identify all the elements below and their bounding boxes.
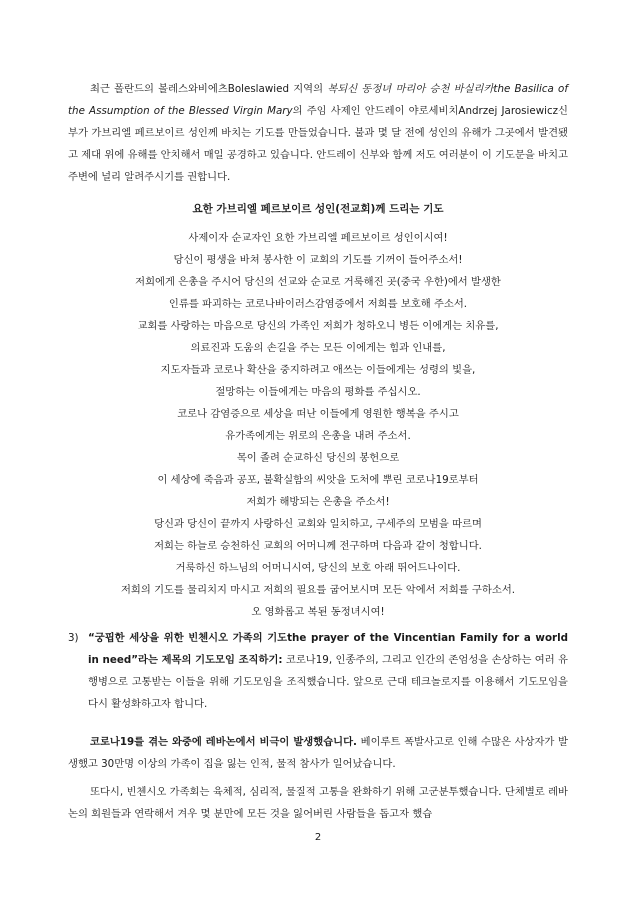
lebanon-paragraph	[68, 731, 568, 775]
prayer-line: 저희의 기도를 물리치지 마시고 저희의 필요를 굽어보시며 모든 악에서 저희를 구하소서.	[120, 584, 516, 596]
prayer-line: 교회를 사랑하는 마음으로 당신의 가족인 저희가 청하오니 병든 이에게는 치유를,	[137, 320, 499, 332]
prayer-line: 의료진과 도움의 손길을 주는 모든 이에게는 힘과 인내를,	[190, 342, 446, 354]
prayer-line: 지도자들과 코로나 확산을 중지하려고 애쓰는 이들에게는 성령의 빛을,	[160, 364, 476, 376]
intro-paragraph	[68, 78, 568, 188]
prayer-line: 코로나 감염증으로 세상을 떠난 이들에게 영원한 행복을 주시고	[177, 408, 459, 420]
prayer-line: 절망하는 이들에게는 마음의 평화를 주십시오.	[215, 386, 421, 398]
prayer-line: 저희가 해방되는 은총을 주소서!	[246, 496, 390, 508]
prayer-line: 인류를 파괴하는 코로나바이러스감염증에서 저희를 보호해 주소서.	[168, 298, 468, 310]
list-item-body	[88, 627, 568, 715]
prayer-line: 거룩하신 하느님의 어머니시여, 당신의 보호 아래 뛰어드나이다.	[175, 562, 461, 574]
list-item-number: 3)	[68, 632, 79, 644]
intro-text-end: 의 주임 사제인 안드레이 야로세비치Andrzej Jarosiewicz신부가 가브리엘 페르보이르 성인께 바치는 기도를 만들었습니다. 불과 몇 달 전에 성인의 유해가 그곳에서 발견됐고 제대 위에 유해를 안치해서 매일 공경하고 있습니다. 안드레이 신부와 함께 저도 여러분이 이 기도문을 바치고 주변에 널리 알려주시기를 권합니다.	[68, 105, 568, 183]
prayer-group-text: 코로나19, 인종주의, 그리고 인간의 존엄성을 손상하는 여러 유행병으로 고통받는 이들을 위해 기도모임을 조직했습니다. 앞으로 근대 테크놀로지를 이용해서 기도모임을 다시 활성화하고자 합니다.	[88, 654, 569, 710]
prayer-text	[60, 227, 576, 623]
prayer-line: 유가족에게는 위로의 은총을 내려 주소서.	[225, 430, 411, 442]
prayer-title: 요한 가브리엘 페르보이르 성인(전교회)께 드리는 기도	[192, 203, 444, 215]
prayer-line: 오 영화롭고 복된 동정녀시여!	[251, 606, 385, 618]
prayer-line: 사제이자 순교자인 요한 가브리엘 페르보이르 성인이시여!	[188, 232, 448, 244]
basilica-name: 복되신 동정녀 마리아 승천 바실리카the Basilica of the Assumption of the Blessed Virgin Mary	[68, 83, 568, 117]
intro-text-start: 최근 폴란드의 볼레스와비에츠Boleslawied 지역의	[90, 83, 328, 95]
prayer-group-heading: “궁핍한 세상을 위한 빈첸시오 가족의 기도the prayer of the Vincentian Family for a world in need”라는 제목의 기도모임 조직하기:	[88, 632, 568, 666]
prayer-line: 저희는 하늘로 승천하신 교회의 어머니께 전구하며 다음과 같이 청합니다.	[154, 540, 482, 552]
lebanon-heading: 코로나19를 겪는 와중에 레바논에서 비극이 발생했습니다.	[90, 736, 357, 748]
page-number: 2	[314, 832, 322, 843]
prayer-line: 이 세상에 죽음과 공포, 불확실함의 씨앗을 도처에 뿌린 코로나19로부터	[157, 474, 479, 486]
prayer-line: 당신과 당신이 끝까지 사랑하신 교회와 일치하고, 구세주의 모범을 따르며	[154, 518, 482, 530]
prayer-line: 당신이 평생을 바쳐 봉사한 이 교회의 기도를 기꺼이 들어주소서!	[173, 254, 463, 266]
prayer-line: 저희에게 은총을 주시어 당신의 선교와 순교로 거룩해진 곳(중국 우한)에서 발생한	[135, 276, 501, 288]
lebanon-text: 베이루트 폭발사고로 인해 수많은 사상자가 발생했고 30만명 이상의 가족이 집을 잃는 인적, 물적 참사가 일어났습니다.	[68, 736, 568, 770]
prayer-line: 목이 졸려 순교하신 당신의 봉헌으로	[236, 452, 400, 464]
list-item-3	[68, 627, 568, 715]
family-paragraph: 또다시, 빈첸시오 가족회는 육체적, 심리적, 물질적 고통을 완화하기 위해 고군분투했습니다. 단체별로 레바논의 회원들과 연락해서 겨우 몇 분만에 모든 것을 잃어버린 사람들을 돕고자 했습	[68, 786, 568, 820]
